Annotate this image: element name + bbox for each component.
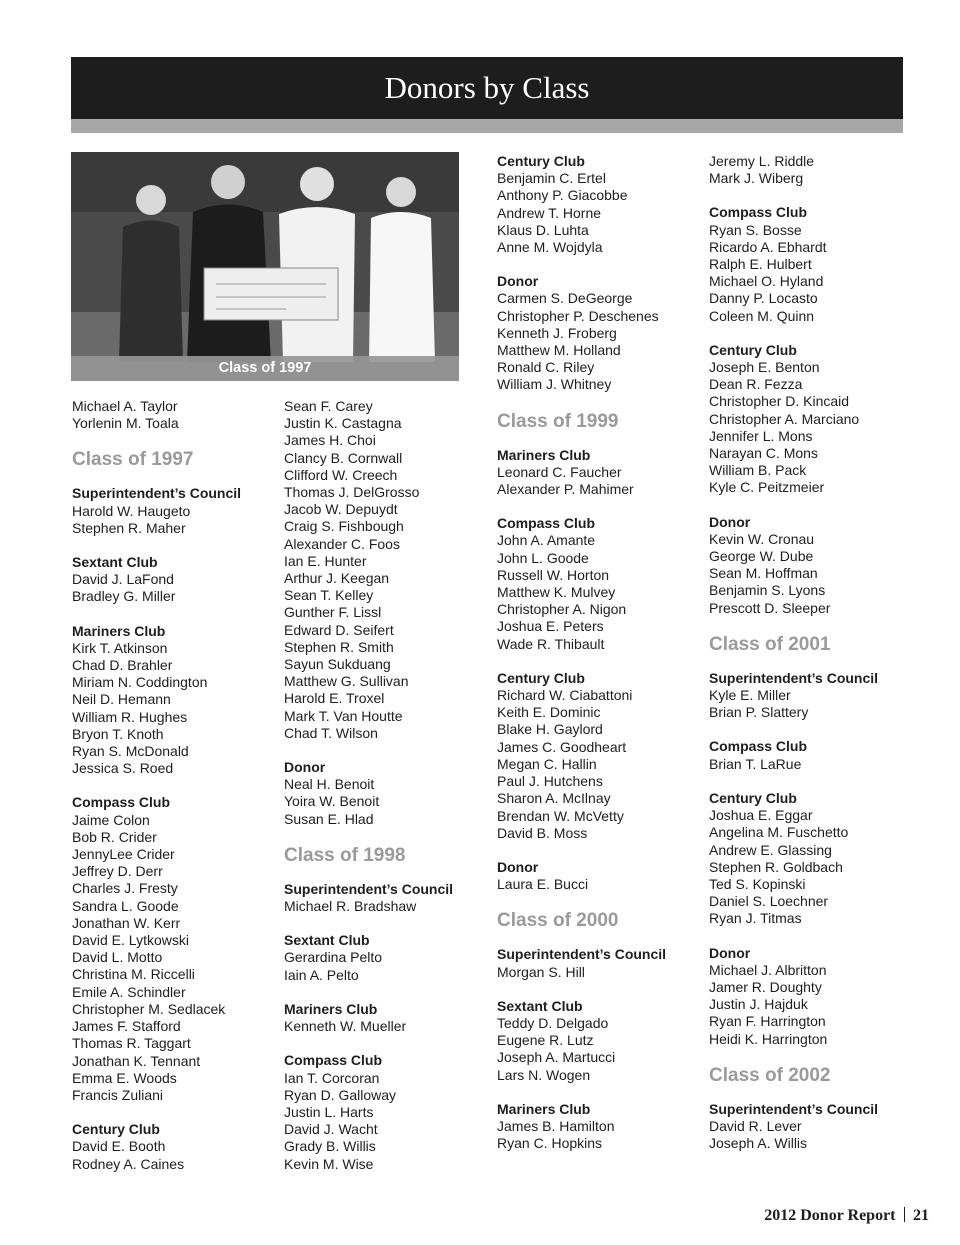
donor-group [709,790,919,928]
donor-name: Andrew E. Glassing [709,841,832,858]
donor-name: William B. Pack [709,462,807,479]
giving-level-heading: Superintendent’s Council [709,1100,879,1117]
donor-name: David E. Lytkowski [72,932,189,949]
donor-name: David J. LaFond [72,571,174,588]
donor-group [284,1052,494,1172]
donor-group [497,859,707,893]
donor-group [497,670,707,842]
giving-level-heading: Mariners Club [497,1100,591,1117]
donor-group [284,759,494,828]
donor-group [284,932,494,984]
giving-level-heading: Century Club [497,669,585,686]
donor-group [72,398,282,432]
donor-name: Dean R. Fezza [709,376,803,393]
donor-name: Stephen R. Maher [72,519,186,536]
donor-name: David E. Booth [72,1138,166,1155]
class-photo [71,152,459,381]
donor-name: Kyle E. Miller [709,687,791,704]
donor-name: Alexander C. Foos [284,535,400,552]
donor-name: John A. Amante [497,532,596,549]
donor-name: Kyle C. Peitzmeier [709,479,825,496]
donor-name: Danny P. Locasto [709,290,818,307]
donor-name: Gerardina Pelto [284,949,383,966]
footer-divider [904,1207,906,1222]
donor-name: Daniel S. Loechner [709,893,829,910]
donor-name: Bryon T. Knoth [72,725,164,742]
donor-name: Jamer R. Doughty [709,978,822,995]
donor-group [284,881,494,915]
donor-name: Matthew K. Mulvey [497,584,616,601]
giving-level-heading: Compass Club [284,1052,383,1069]
donor-name: James F. Stafford [72,1018,181,1035]
donor-group [72,554,282,606]
donor-name: Brian P. Slattery [709,704,809,721]
donor-name: Mark J. Wiberg [709,170,804,187]
class-year-heading: Class of 1998 [284,844,406,866]
report-title: 2012 Donor Report [764,1207,896,1224]
donor-name: Matthew G. Sullivan [284,673,409,690]
giving-level-heading: Donor [497,273,539,290]
donor-name: Ryan S. Bosse [709,221,802,238]
donor-name: Jessica S. Roed [72,760,174,777]
donor-name: Justin K. Castagna [284,415,402,432]
donor-group [497,998,707,1084]
donor-group [709,1101,919,1153]
donor-name: Michael R. Bradshaw [284,898,417,915]
donor-name: Mark T. Van Houtte [284,707,403,724]
donor-name: Miriam N. Coddington [72,674,208,691]
donor-name: Harold W. Haugeto [72,502,191,519]
donor-name: Kirk T. Atkinson [72,639,168,656]
donor-group [72,623,282,778]
photo-caption: Class of 1997 [71,356,459,381]
giving-level-heading: Superintendent’s Council [72,485,242,502]
donor-name: Charles J. Fresty [72,880,178,897]
donor-group [709,153,919,187]
donor-name: Joshua E. Eggar [709,807,813,824]
class-year-heading: Class of 2001 [709,633,831,655]
donor-name: Clifford W. Creech [284,466,398,483]
giving-level-heading: Superintendent’s Council [497,946,667,963]
donor-group [709,514,919,617]
donor-name: Craig S. Fishbough [284,518,404,535]
donor-name: Benjamin C. Ertel [497,170,606,187]
class-year-heading: Class of 2002 [709,1064,831,1086]
giving-level-heading: Compass Club [709,204,808,221]
donor-name: David R. Lever [709,1117,802,1134]
donor-group [709,945,919,1048]
donor-name: Joseph A. Willis [709,1135,808,1152]
donor-name: Ryan F. Harrington [709,1013,826,1030]
donor-name: Brendan W. McVetty [497,807,624,824]
donor-name: William J. Whitney [497,376,612,393]
donor-name: Jacob W. Depuydt [284,501,398,518]
donor-group [497,447,707,499]
donor-name: Christopher M. Sedlacek [72,1000,226,1017]
donor-name: Ryan S. McDonald [72,743,189,760]
giving-level-heading: Superintendent’s Council [709,669,879,686]
donor-name: Susan E. Hlad [284,810,374,827]
donor-name: David J. Wacht [284,1121,378,1138]
donor-name: Arthur J. Keegan [284,570,390,587]
giving-level-heading: Century Club [709,789,797,806]
donor-group [72,485,282,537]
donor-column-4 [709,153,919,1152]
donor-name: Klaus D. Luhta [497,221,589,238]
donor-name: Joseph A. Martucci [497,1049,616,1066]
page-title-banner [71,57,903,119]
donor-name: Anthony P. Giacobbe [497,187,628,204]
donor-name: Sharon A. McIlnay [497,790,611,807]
donor-name: Prescott D. Sleeper [709,599,831,616]
donor-name: Ryan J. Titmas [709,910,802,927]
donor-name: Clancy B. Cornwall [284,449,403,466]
donor-name: Michael O. Hyland [709,273,824,290]
page-footer [764,1207,929,1225]
donor-column-1 [72,398,282,1173]
donor-name: Stephen R. Goldbach [709,858,843,875]
group-photo-illustration [71,152,459,381]
giving-level-heading: Century Club [497,153,585,169]
giving-level-heading: Compass Club [72,794,171,811]
donor-name: Kenneth W. Mueller [284,1018,407,1035]
donor-name: Chad D. Brahler [72,657,173,674]
donor-name: James H. Choi [284,432,376,449]
donor-name: Jeremy L. Riddle [709,153,815,169]
donor-name: Francis Zuliani [72,1086,164,1103]
donor-name: Andrew T. Horne [497,204,602,221]
giving-level-heading: Donor [497,858,539,875]
donor-name: Matthew M. Holland [497,342,621,359]
donor-name: Sean T. Kelley [284,587,374,604]
donor-name: Sayun Sukduang [284,656,391,673]
donor-name: Ryan C. Hopkins [497,1135,603,1152]
donor-group [709,204,919,324]
donor-name: Heidi K. Harrington [709,1030,828,1047]
donor-group [709,738,919,772]
donor-name: Ian T. Corcoran [284,1069,380,1086]
donor-name: Teddy D. Delgado [497,1014,609,1031]
giving-level-heading: Donor [284,759,326,776]
donor-group [284,398,494,742]
donor-name: Christopher P. Deschenes [497,307,659,324]
donor-name: Laura E. Bucci [497,876,589,893]
donor-name: George W. Dube [709,548,814,565]
giving-level-heading: Sextant Club [284,932,370,949]
giving-level-heading: Mariners Club [497,446,591,463]
donor-group [709,342,919,497]
page-number: 21 [913,1207,929,1224]
donor-name: Grady B. Willis [284,1138,376,1155]
donor-name: Ted S. Kopinski [709,875,806,892]
donor-group [72,1121,282,1173]
donor-name: Jaime Colon [72,811,150,828]
donor-name: Christopher D. Kincaid [709,393,850,410]
giving-level-heading: Superintendent’s Council [284,880,454,897]
donor-name: Benjamin S. Lyons [709,582,826,599]
donor-name: John L. Goode [497,549,589,566]
donor-name: Wade R. Thibault [497,635,605,652]
donor-name: Sandra L. Goode [72,897,179,914]
donor-group [72,794,282,1104]
donor-name: David L. Motto [72,949,163,966]
donor-name: Rodney A. Caines [72,1155,185,1172]
class-year-heading: Class of 1997 [72,449,194,471]
donor-name: Ricardo A. Ebhardt [709,238,827,255]
donor-name: Kenneth J. Froberg [497,324,617,341]
donor-name: Coleen M. Quinn [709,307,815,324]
donor-name: Richard W. Ciabattoni [497,687,633,704]
donor-name: Iain A. Pelto [284,966,359,983]
donor-name: Angelina M. Fuschetto [709,824,849,841]
donor-name: Joshua E. Peters [497,618,604,635]
giving-level-heading: Donor [709,513,751,530]
donor-name: Sean F. Carey [284,398,373,414]
donor-name: Brian T. LaRue [709,755,802,772]
donor-name: Leonard C. Faucher [497,463,622,480]
class-year-heading: Class of 1999 [497,410,619,432]
donor-name: Carmen S. DeGeorge [497,290,633,307]
donor-name: James C. Goodheart [497,738,627,755]
donor-name: Emma E. Woods [72,1069,177,1086]
donor-name: Jonathan K. Tennant [72,1052,201,1069]
donor-name: Edward D. Seifert [284,621,394,638]
banner-rule [71,119,903,133]
donor-name: Justin J. Hajduk [709,996,808,1013]
donor-name: Blake H. Gaylord [497,721,603,738]
donor-name: Stephen R. Smith [284,638,394,655]
donor-name: Keith E. Dominic [497,704,601,721]
donor-name: Harold E. Troxel [284,690,385,707]
giving-level-heading: Donor [709,944,751,961]
donor-group [497,515,707,653]
donor-name: Ronald C. Riley [497,359,595,376]
donor-name: Gunther F. Lissl [284,604,382,621]
donor-name: Paul J. Hutchens [497,773,603,790]
giving-level-heading: Sextant Club [72,554,158,571]
donor-name: Thomas J. DelGrosso [284,484,420,501]
donor-name: Morgan S. Hill [497,963,585,980]
donor-group [709,670,919,722]
donor-name: Neal H. Benoit [284,776,375,793]
donor-name: Russell W. Horton [497,566,610,583]
donor-name: Anne M. Wojdyla [497,239,603,256]
donor-group [284,1001,494,1035]
donor-name: David B. Moss [497,824,588,841]
donor-group [497,153,707,256]
donor-group [497,946,707,980]
giving-level-heading: Compass Club [709,738,808,755]
donor-name: Christopher A. Nigon [497,601,627,618]
donor-name: Ryan D. Galloway [284,1086,397,1103]
class-year-heading: Class of 2000 [497,910,619,932]
donor-name: William R. Hughes [72,708,188,725]
donor-name: Thomas R. Taggart [72,1035,191,1052]
donor-name: Yorlenin M. Toala [72,415,179,432]
donor-group [497,1101,707,1153]
donor-name: Megan C. Hallin [497,755,597,772]
donor-name: Christopher A. Marciano [709,410,860,427]
donor-column-2 [284,398,494,1173]
donor-name: Narayan C. Mons [709,445,818,462]
donor-name: Eugene R. Lutz [497,1032,594,1049]
donor-name: James B. Hamilton [497,1117,615,1134]
donor-name: Bob R. Crider [72,828,157,845]
donor-name: Lars N. Wogen [497,1066,591,1083]
giving-level-heading: Sextant Club [497,997,583,1014]
donor-column-3 [497,153,707,1152]
giving-level-heading: Century Club [709,341,797,358]
donor-group [497,273,707,393]
donor-name: Joseph E. Benton [709,359,820,376]
donor-name: Kevin M. Wise [284,1155,374,1172]
donor-name: Emile A. Schindler [72,983,186,1000]
donor-name: Jennifer L. Mons [709,427,813,444]
donor-name: Ian E. Hunter [284,552,367,569]
giving-level-heading: Mariners Club [284,1000,378,1017]
donor-name: Jonathan W. Kerr [72,914,181,931]
donor-name: Chad T. Wilson [284,724,378,741]
donor-name: Kevin W. Cronau [709,530,815,547]
donor-name: Michael J. Albritton [709,961,827,978]
donor-name: Jeffrey D. Derr [72,863,163,880]
donor-name: Christina M. Riccelli [72,966,195,983]
donor-name: Ralph E. Hulbert [709,256,812,273]
donor-name: Alexander P. Mahimer [497,481,634,498]
page-title: Donors by Class [384,70,590,105]
donor-name: Justin L. Harts [284,1103,374,1120]
donor-name: Sean M. Hoffman [709,565,818,582]
donor-name: Bradley G. Miller [72,588,176,605]
giving-level-heading: Compass Club [497,515,596,532]
donor-name: Yoira W. Benoit [284,793,380,810]
donor-name: Michael A. Taylor [72,398,178,414]
giving-level-heading: Century Club [72,1121,160,1138]
donor-name: JennyLee Crider [72,846,175,863]
donor-name: Neil D. Hemann [72,691,171,708]
giving-level-heading: Mariners Club [72,622,166,639]
